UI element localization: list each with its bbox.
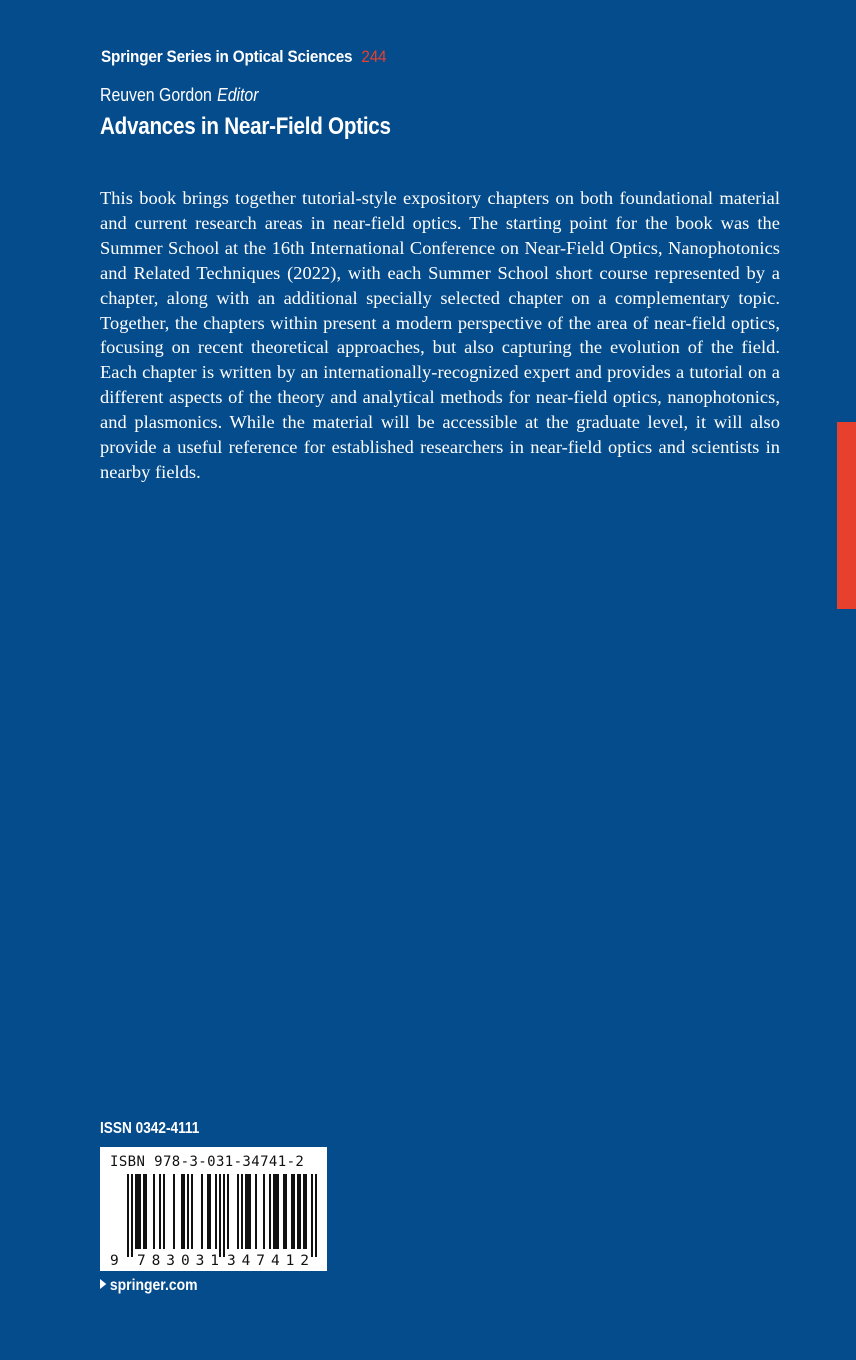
barcode-bar — [241, 1174, 243, 1249]
barcode-bar — [139, 1174, 141, 1249]
barcode-right-digits: 347412 — [227, 1253, 309, 1269]
barcode-bar — [249, 1174, 251, 1249]
barcode-bar — [237, 1174, 239, 1249]
barcode-bar — [207, 1174, 209, 1249]
springer-link-text: springer.com — [109, 1277, 198, 1294]
barcode-bar — [215, 1174, 217, 1249]
barcode-bar — [297, 1174, 299, 1249]
barcode-bar — [137, 1174, 139, 1249]
barcode-bar — [245, 1174, 247, 1249]
barcode-bar — [163, 1174, 165, 1249]
barcode-bar — [285, 1174, 287, 1249]
barcode-bar — [159, 1174, 161, 1249]
editor-name: Reuven Gordon — [100, 85, 212, 105]
barcode-guard-bar — [315, 1174, 317, 1257]
barcode-bar — [247, 1174, 249, 1249]
book-title: Advances in Near-Field Optics — [100, 113, 391, 140]
series-line — [101, 47, 386, 67]
barcode-bar — [191, 1174, 193, 1249]
barcode-bar — [227, 1174, 229, 1249]
barcode-bar — [299, 1174, 301, 1249]
barcode-bar — [303, 1174, 305, 1249]
barcode-bar — [291, 1174, 293, 1249]
series-name: Springer Series in Optical Sciences — [101, 47, 353, 66]
barcode-isbn-text: ISBN 978-3-031-34741-2 — [110, 1154, 305, 1170]
barcode-bar — [183, 1174, 185, 1249]
barcode-bar — [209, 1174, 211, 1249]
barcode-bar — [277, 1174, 279, 1249]
barcode-icon — [100, 1147, 327, 1271]
editor-line — [100, 85, 259, 106]
barcode-bar — [181, 1174, 183, 1249]
barcode-bar — [153, 1174, 155, 1249]
springer-link[interactable] — [100, 1277, 198, 1295]
barcode-guard-bar — [127, 1174, 129, 1257]
barcode-lead-digit: 9 — [110, 1253, 119, 1269]
book-description: This book brings together tutorial-style expository chapters on both foundational material and current research areas in near-field optics. The starting point for the book was the Summer School at the 16th International Conference on Near-Field Optics, Nanophotonics and Related Techniques (2022), with each Summer School short course represented by a chapter, along with an additional specially selected chapter on a complementary topic. Together, the chapters within present a modern perspective of the area of near-field optics, focusing on recent theoretical approaches, but also capturing the evolution of the field. Each chapter is written by an internationally-recognized expert and provides a tutorial on a different aspects of the theory and analytical methods for near-field optics, nanophotonics, and plasmonics. While the material will be accessible at the graduate level, it will also provide a useful reference for established researchers in near-field optics and scientists in nearby fields. — [100, 188, 780, 482]
barcode-bar — [173, 1174, 175, 1249]
barcode-bar — [263, 1174, 265, 1249]
barcode-bar — [269, 1174, 271, 1249]
barcode-bar — [293, 1174, 295, 1249]
issn-label: ISSN 0342-4111 — [100, 1120, 200, 1137]
editor-role: Editor — [217, 85, 259, 105]
barcode-bar — [135, 1174, 137, 1249]
spine-color-tab — [837, 422, 856, 609]
barcode-guard-bar — [223, 1174, 225, 1257]
barcode-bar — [145, 1174, 147, 1249]
barcode-bar — [305, 1174, 307, 1249]
barcode-box — [100, 1147, 327, 1271]
barcode-bar — [201, 1174, 203, 1249]
barcode-guard-bar — [219, 1174, 221, 1257]
arrow-right-icon — [100, 1279, 106, 1289]
barcode-bar — [187, 1174, 189, 1249]
barcode-left-digits: 783031 — [137, 1253, 219, 1269]
barcode-bar — [275, 1174, 277, 1249]
barcode-bar — [283, 1174, 285, 1249]
barcode-bar — [143, 1174, 145, 1249]
barcode-guard-bar — [311, 1174, 313, 1257]
barcode-bar — [255, 1174, 257, 1249]
series-volume: 244 — [361, 47, 387, 66]
barcode-bar — [273, 1174, 275, 1249]
barcode-guard-bar — [131, 1174, 133, 1257]
